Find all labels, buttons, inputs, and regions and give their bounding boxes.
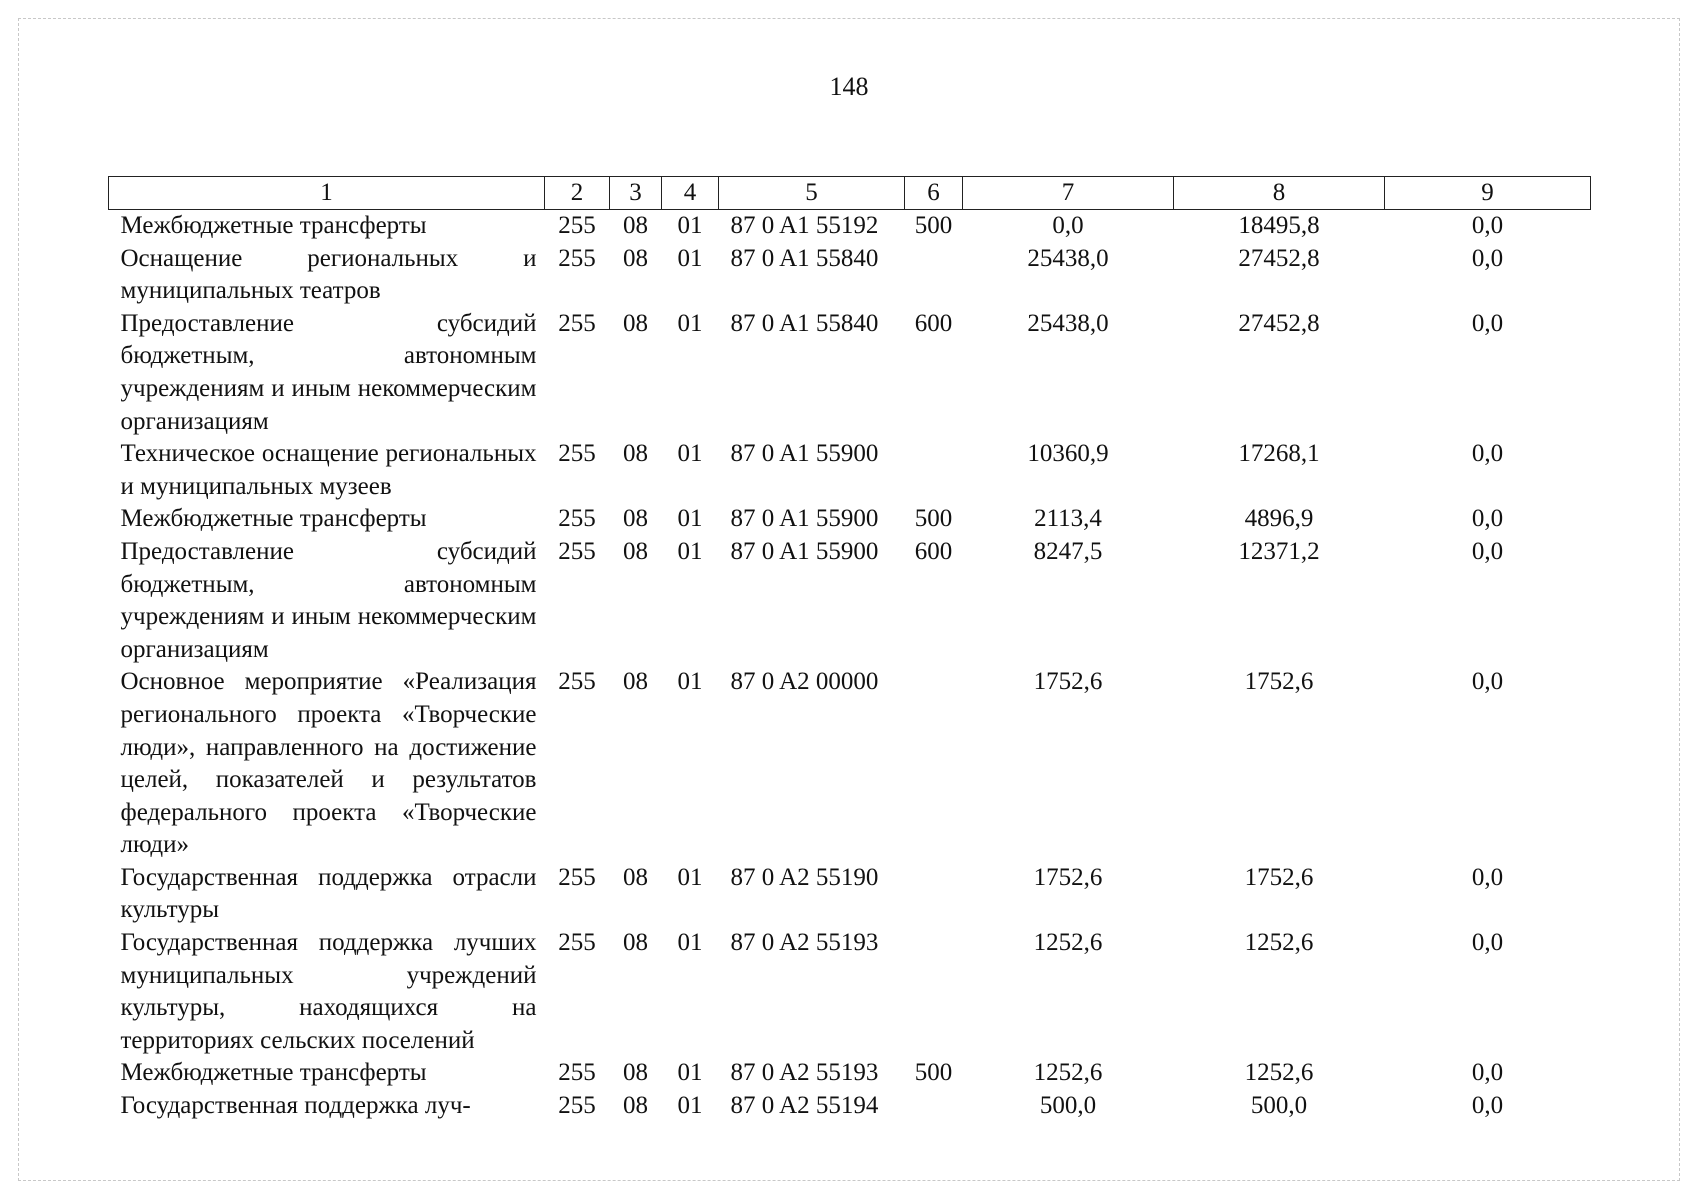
row-col-4: 01 (677, 537, 703, 565)
budget-table (108, 176, 1591, 1123)
row-col-3: 08 (623, 244, 648, 272)
row-col-8: 4896,9 (1244, 505, 1314, 533)
row-col-7: 1252,6 (1033, 929, 1103, 957)
row-col-4: 01 (677, 244, 703, 272)
row-col-5: 87 0 A1 55840 (730, 244, 879, 272)
row-name: Государственная поддержка луч- (120, 1092, 471, 1120)
row-col-8: 1752,6 (1244, 668, 1314, 696)
row-col-4: 01 (677, 668, 703, 696)
header-cell-9: 9 (1385, 177, 1591, 210)
row-name: Межбюджетные трансферты (120, 1059, 427, 1087)
row-col-7: 500,0 (1039, 1092, 1097, 1120)
row-col-7: 1752,6 (1033, 668, 1103, 696)
row-col-2: 255 (558, 929, 596, 957)
row-col-4: 01 (677, 1059, 703, 1087)
header-cell-3: 3 (610, 177, 662, 210)
row-col-2: 255 (558, 668, 596, 696)
row-col-8: 1752,6 (1244, 863, 1314, 891)
row-col-6 (905, 927, 963, 1057)
row-col-7: 2113,4 (1034, 505, 1102, 533)
row-col-4: 01 (677, 212, 703, 239)
row-col-7: 1752,6 (1033, 863, 1103, 891)
row-col-2: 255 (558, 1059, 596, 1087)
row-col-9: 0,0 (1471, 1092, 1504, 1120)
header-cell-4: 4 (662, 177, 719, 210)
row-col-8: 12371,2 (1238, 537, 1320, 565)
row-col-5: 87 0 A1 55900 (730, 537, 879, 565)
row-col-7: 8247,5 (1033, 537, 1103, 565)
table-row (109, 438, 1591, 503)
row-col-5: 87 0 A1 55900 (730, 440, 879, 468)
header-cell-8: 8 (1174, 177, 1385, 210)
table-row (109, 243, 1591, 308)
row-col-2: 255 (558, 1092, 596, 1120)
row-col-2: 255 (558, 212, 596, 239)
header-cell-7: 7 (963, 177, 1174, 210)
row-col-9: 0,0 (1471, 863, 1504, 891)
row-col-3: 08 (623, 1059, 648, 1087)
row-col-5: 87 0 A2 55190 (730, 863, 879, 891)
row-col-6: 500 (914, 505, 953, 533)
row-col-8: 17268,1 (1238, 440, 1320, 468)
row-col-3: 08 (623, 309, 648, 337)
row-name: Государственная поддержка лучших муниципальных учреждений культуры, находящихся на территориях сельских поселений (120, 929, 537, 1054)
row-name: Техническое оснащение региональных и муниципальных музеев (120, 440, 537, 500)
row-col-2: 255 (558, 440, 596, 468)
table-row (109, 210, 1591, 243)
table-row (109, 308, 1591, 438)
header-cell-6: 6 (905, 177, 963, 210)
row-col-6: 600 (914, 537, 953, 565)
row-col-2: 255 (558, 309, 596, 337)
header-row (109, 177, 1591, 210)
row-col-7: 10360,9 (1027, 440, 1109, 468)
row-col-7: 25438,0 (1027, 309, 1109, 337)
row-col-9: 0,0 (1471, 440, 1504, 468)
row-col-8: 27452,8 (1238, 244, 1320, 272)
page-number: 148 (829, 72, 869, 101)
budget-table-container (108, 176, 1590, 1123)
row-col-4: 01 (677, 505, 703, 533)
row-col-9: 0,0 (1471, 212, 1504, 239)
row-col-9: 0,0 (1471, 244, 1504, 272)
table-row (109, 666, 1591, 862)
row-col-9: 0,0 (1471, 929, 1504, 957)
row-col-5: 87 0 A2 55193 (730, 1059, 879, 1087)
table-row (109, 503, 1591, 536)
row-col-5: 87 0 A1 55192 (730, 212, 879, 239)
row-col-2: 255 (558, 244, 596, 272)
row-col-7: 1252,6 (1033, 1059, 1103, 1087)
row-col-2: 255 (558, 863, 596, 891)
row-col-3: 08 (623, 440, 648, 468)
row-col-3: 08 (623, 537, 648, 565)
header-cell-2: 2 (545, 177, 610, 210)
row-name: Предоставление субсидий бюджетным, автономным учреждениям и иным некоммерческим организациям (120, 309, 537, 435)
row-col-3: 08 (623, 212, 648, 239)
row-col-3: 08 (623, 929, 648, 957)
row-col-4: 01 (677, 309, 703, 337)
row-col-3: 08 (623, 668, 648, 696)
row-name: Оснащение региональных и муниципальных театров (120, 244, 537, 305)
row-col-6: 500 (914, 212, 953, 239)
row-col-9: 0,0 (1471, 668, 1504, 696)
row-col-8: 1252,6 (1244, 1059, 1314, 1087)
row-col-3: 08 (623, 863, 648, 891)
table-row (109, 1090, 1591, 1123)
row-col-2: 255 (558, 505, 596, 533)
row-col-6 (905, 666, 963, 862)
row-col-5: 87 0 A2 55193 (730, 929, 879, 957)
header-cell-5: 5 (719, 177, 905, 210)
row-col-8: 1252,6 (1244, 929, 1314, 957)
row-name: Основное мероприятие «Реализация регионального проекта «Творческие люди», направленного на достижение целей, показателей и результатов федерального проекта «Творческие люди» (120, 668, 537, 859)
table-row (109, 862, 1591, 927)
row-col-5: 87 0 A2 00000 (730, 668, 879, 696)
row-col-4: 01 (677, 1092, 703, 1120)
row-col-6 (905, 438, 963, 503)
row-col-4: 01 (677, 863, 703, 891)
row-col-4: 01 (677, 929, 703, 957)
row-col-3: 08 (623, 505, 648, 533)
table-row (109, 536, 1591, 666)
row-name: Государственная поддержка отрасли культуры (120, 863, 537, 924)
row-name: Межбюджетные трансферты (120, 505, 427, 533)
table-body (109, 210, 1591, 1123)
row-col-8: 500,0 (1250, 1092, 1308, 1120)
row-col-9: 0,0 (1471, 505, 1504, 533)
row-col-7: 25438,0 (1027, 244, 1109, 272)
row-name: Предоставление субсидий бюджетным, автономным учреждениям и иным некоммерческим организациям (120, 537, 537, 663)
row-col-2: 255 (558, 537, 596, 565)
row-col-9: 0,0 (1471, 309, 1504, 337)
table-row (109, 1057, 1591, 1090)
row-name: Межбюджетные трансферты (120, 212, 427, 239)
header-cell-1: 1 (109, 177, 545, 210)
row-col-6: 600 (914, 309, 953, 337)
row-col-8: 27452,8 (1238, 309, 1320, 337)
row-col-9: 0,0 (1471, 537, 1504, 565)
row-col-5: 87 0 A1 55900 (730, 505, 879, 533)
row-col-6 (905, 862, 963, 927)
row-col-7: 0,0 (1052, 212, 1084, 239)
row-col-6 (905, 1090, 963, 1123)
row-col-5: 87 0 A1 55840 (730, 309, 879, 337)
row-col-3: 08 (623, 1092, 648, 1120)
row-col-8: 18495,8 (1238, 212, 1320, 239)
row-col-6 (905, 243, 963, 308)
row-col-4: 01 (677, 440, 703, 468)
table-row (109, 927, 1591, 1057)
row-col-5: 87 0 A2 55194 (730, 1092, 879, 1120)
row-col-9: 0,0 (1471, 1059, 1504, 1087)
table-header (109, 177, 1591, 210)
row-col-6: 500 (914, 1059, 953, 1087)
